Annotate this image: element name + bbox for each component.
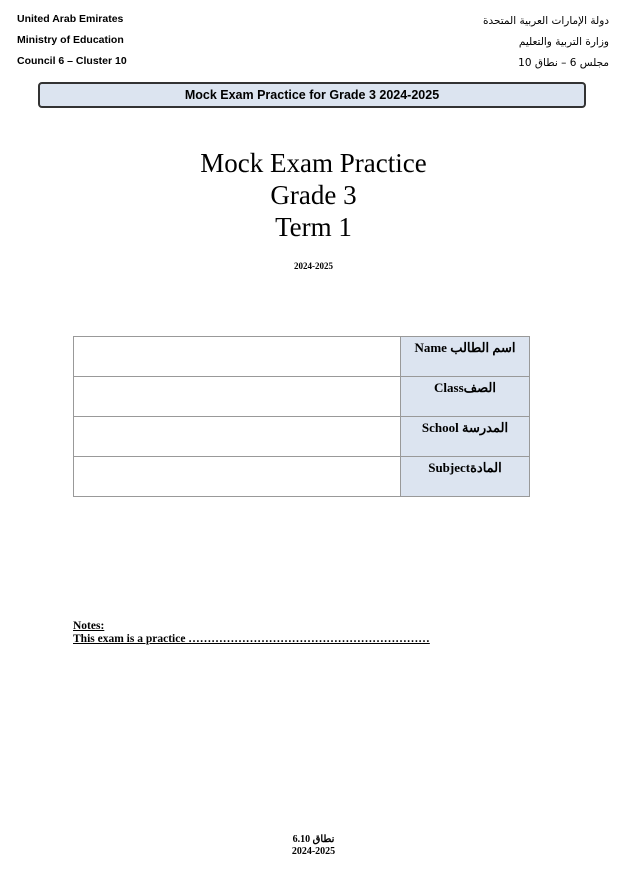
footer-year: 2024-2025 [291, 846, 336, 857]
title-line-2: Grade 3 [270, 180, 357, 210]
title-line-3: Term 1 [275, 212, 352, 242]
exam-banner: Mock Exam Practice for Grade 3 2024-2025 [38, 82, 586, 108]
council-name-arabic: مجلس 6 – نطاق 10 [518, 57, 609, 69]
header-right [483, 11, 609, 74]
page-title [0, 147, 627, 243]
ministry-name: Ministry of Education [17, 34, 124, 46]
council-name: Council 6 – Cluster 10 [17, 55, 127, 67]
country-name: United Arab Emirates [17, 13, 124, 25]
table-row [74, 457, 530, 497]
subject-field[interactable] [74, 457, 401, 497]
school-label: School المدرسة [401, 417, 530, 457]
class-field[interactable] [74, 377, 401, 417]
page-footer [0, 834, 627, 858]
country-name-arabic: دولة الإمارات العربية المتحدة [482, 15, 609, 27]
ministry-name-arabic: وزارة التربية والتعليم [518, 36, 609, 48]
footer-cluster: نطاق 6.10 [292, 834, 335, 845]
table-row [74, 377, 530, 417]
name-label: Name اسم الطالب [401, 337, 530, 377]
header-left [17, 9, 127, 72]
notes-section [73, 620, 430, 646]
subject-label: Subjectالمادة [401, 457, 530, 497]
school-field[interactable] [74, 417, 401, 457]
class-label: Classالصف [401, 377, 530, 417]
table-row [74, 337, 530, 377]
notes-text: This exam is a practice ……………………………………………………… [73, 633, 430, 645]
table-row [74, 417, 530, 457]
notes-heading: Notes: [73, 620, 105, 632]
student-info-table [73, 336, 530, 497]
name-field[interactable] [74, 337, 401, 377]
title-line-1: Mock Exam Practice [200, 148, 427, 178]
academic-year: 2024-2025 [294, 261, 333, 271]
